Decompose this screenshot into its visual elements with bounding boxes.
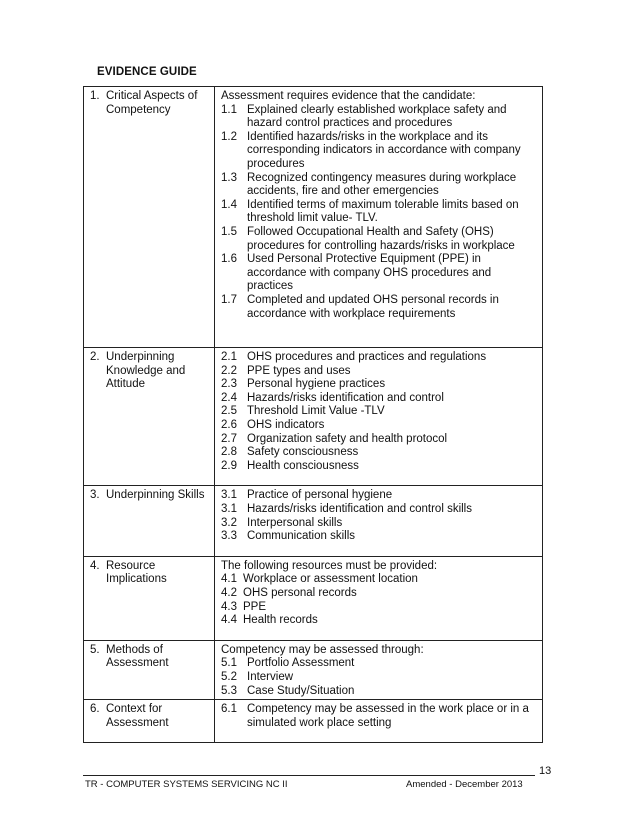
list-item [221, 226, 538, 253]
list-item [221, 405, 538, 419]
row-intro: The following resources must be provided: [221, 559, 438, 572]
item-number: 1.3 [221, 171, 237, 184]
table-row [84, 700, 543, 743]
list-item [221, 253, 538, 294]
item-text: Hazards/risks identification and control skills [247, 503, 472, 516]
list-item [221, 392, 538, 406]
row-number: 2. [90, 351, 100, 364]
item-number: 4.4 [221, 614, 237, 627]
list-item [221, 199, 538, 226]
item-text: Identified terms of maximum tolerable limits based on threshold limit value- TLV. [247, 198, 519, 225]
item-text: Organization safety and health protocol [247, 432, 448, 445]
item-number: 3.1 [221, 503, 237, 516]
item-text: Recognized contingency measures during workplace accidents, fire and other emergencies [247, 171, 517, 198]
row-intro: Assessment requires evidence that the candidate: [221, 90, 476, 102]
list-item [221, 131, 538, 172]
row-number: 4. [90, 559, 100, 572]
item-number: 2.1 [221, 351, 237, 364]
row-content-cell [215, 556, 543, 640]
row-content-cell [215, 348, 543, 486]
item-number: 2.8 [221, 446, 237, 459]
row-heading-cell [84, 486, 215, 556]
item-text: Interview [247, 670, 294, 683]
row-number: 3. [90, 489, 100, 502]
item-number: 1.1 [221, 103, 237, 116]
list-item [221, 703, 538, 730]
list-item [221, 460, 538, 474]
list-item [221, 378, 538, 392]
item-text: Communication skills [247, 530, 356, 543]
footer-amended-date: Amended - December 2013 [406, 779, 523, 790]
item-text: PPE types and uses [247, 364, 351, 377]
row-heading: Context for Assessment [106, 703, 169, 729]
item-number: 5.1 [221, 657, 237, 670]
list-item [221, 446, 538, 460]
row-number: 1. [90, 90, 100, 102]
item-number: 5.2 [221, 670, 237, 683]
item-number: 1.2 [221, 130, 237, 143]
footer-divider [83, 775, 535, 776]
table-row [84, 556, 543, 640]
item-number: 1.4 [221, 198, 237, 211]
table-row [84, 87, 543, 348]
list-item [221, 601, 538, 615]
item-text: OHS indicators [247, 419, 325, 432]
item-text: Completed and updated OHS personal records in accordance with workplace requirements [247, 293, 499, 320]
list-item [221, 587, 538, 601]
item-text: Practice of personal hygiene [247, 489, 393, 502]
list-item [221, 573, 538, 587]
item-text: Interpersonal skills [247, 516, 343, 529]
item-number: 1.7 [221, 293, 237, 306]
table-row [84, 486, 543, 556]
row-heading: Methods of Assessment [106, 643, 169, 670]
list-item [221, 614, 538, 628]
list-item [221, 351, 538, 365]
row-intro: Competency may be assessed through: [221, 643, 424, 656]
row-heading-cell [84, 87, 215, 348]
item-number: 3.2 [221, 516, 237, 529]
item-text: OHS personal records [243, 587, 357, 599]
page-title: EVIDENCE GUIDE [97, 66, 197, 78]
item-text: Health consciousness [247, 459, 359, 472]
list-item [221, 671, 538, 685]
item-number: 5.3 [221, 684, 237, 697]
row-content-cell [215, 640, 543, 699]
row-number: 6. [90, 703, 100, 716]
item-number: 4.3 [221, 600, 237, 613]
row-heading: Resource Implications [106, 559, 167, 586]
item-number: 1.6 [221, 253, 237, 266]
item-text: Portfolio Assessment [247, 657, 355, 670]
row-heading: Critical Aspects of Competency [106, 90, 198, 116]
item-text: Hazards/risks identification and control [247, 391, 444, 404]
list-item [221, 517, 538, 531]
item-number: 4.2 [221, 587, 237, 599]
row-heading-cell [84, 700, 215, 743]
row-heading: Underpinning Knowledge and Attitude [106, 351, 186, 391]
item-number: 4.1 [221, 573, 237, 586]
item-text: Competency may be assessed in the work place or in a simulated work place setting [247, 703, 529, 729]
list-item [221, 433, 538, 447]
item-number: 2.4 [221, 391, 237, 404]
item-text: Health records [243, 614, 318, 627]
list-item [221, 365, 538, 379]
row-content-cell [215, 486, 543, 556]
list-item [221, 657, 538, 671]
item-number: 3.3 [221, 530, 237, 543]
item-text: Followed Occupational Health and Safety (OHS) procedures for controlling hazards/risks in workplace [247, 225, 515, 252]
row-heading: Underpinning Skills [106, 489, 205, 502]
item-text: PPE [243, 600, 267, 613]
footer-document-title: TR - COMPUTER SYSTEMS SERVICING NC II [85, 779, 288, 790]
row-heading-cell [84, 348, 215, 486]
item-number: 2.6 [221, 419, 237, 432]
item-text: Workplace or assessment location [243, 573, 418, 586]
list-item [221, 530, 538, 544]
row-heading-cell [84, 640, 215, 699]
item-text: Safety consciousness [247, 446, 359, 459]
item-text: OHS procedures and practices and regulations [247, 351, 487, 364]
item-number: 2.7 [221, 432, 237, 445]
item-number: 2.3 [221, 378, 237, 391]
table-row [84, 348, 543, 486]
row-content-cell [215, 87, 543, 348]
item-number: 2.5 [221, 405, 237, 418]
item-text: Used Personal Protective Equipment (PPE) in accordance with company OHS procedures and practices [247, 253, 492, 293]
item-number: 2.9 [221, 459, 237, 472]
item-text: Case Study/Situation [247, 684, 355, 697]
table-row [84, 640, 543, 699]
list-item [221, 685, 538, 699]
page-number: 13 [539, 765, 552, 777]
item-number: 6.1 [221, 703, 237, 716]
list-item [221, 503, 538, 517]
item-text: Explained clearly established workplace safety and hazard control practices and procedures [247, 103, 507, 130]
item-text: Identified hazards/risks in the workplace and its corresponding indicators in accordance with company procedures [247, 130, 521, 170]
item-text: Threshold Limit Value -TLV [247, 405, 385, 418]
evidence-guide-table [83, 86, 543, 743]
row-heading-cell [84, 556, 215, 640]
item-number: 2.2 [221, 364, 237, 377]
list-item [221, 104, 538, 131]
item-number: 1.5 [221, 225, 237, 238]
item-number: 3.1 [221, 489, 237, 502]
list-item [221, 294, 538, 321]
list-item [221, 419, 538, 433]
list-item [221, 489, 538, 503]
row-content-cell [215, 700, 543, 743]
row-number: 5. [90, 643, 100, 656]
list-item [221, 172, 538, 199]
item-text: Personal hygiene practices [247, 378, 386, 391]
